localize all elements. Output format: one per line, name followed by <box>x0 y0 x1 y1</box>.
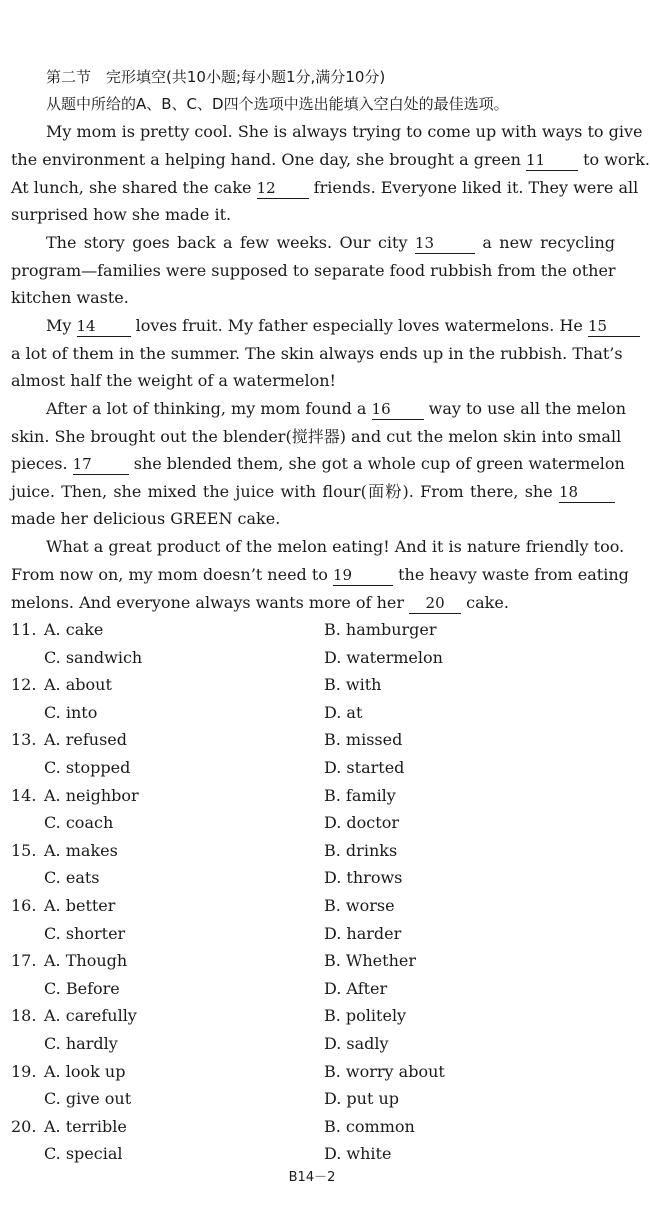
passage-text: loves fruit. My father especially loves watermelons. He <box>130 316 588 335</box>
passage-text: From now on, my mom doesn’t need to <box>11 565 334 584</box>
passage-line <box>11 506 615 532</box>
option-a[interactable]: A. Though <box>44 951 128 971</box>
blank-12[interactable]: 12 <box>257 179 309 199</box>
passage-line <box>11 147 650 173</box>
passage-line <box>11 202 615 228</box>
option-a[interactable]: A. refused <box>44 730 127 750</box>
passage-text: cake. <box>461 593 509 612</box>
question-number: 17. <box>11 951 37 971</box>
option-c[interactable]: C. shorter <box>44 923 126 943</box>
passage-text: a new recycling <box>474 233 616 252</box>
blank-19[interactable]: 19 <box>333 566 393 586</box>
passage-line <box>11 562 629 588</box>
option-b[interactable]: B. with <box>324 675 382 695</box>
option-a[interactable]: A. makes <box>44 840 118 860</box>
passage-text: After a lot of thinking, my mom found a <box>46 399 372 418</box>
passage-line <box>11 479 615 505</box>
passage-text: the heavy waste from eating <box>393 565 629 584</box>
option-c[interactable]: C. eats <box>44 868 100 888</box>
option-d[interactable]: D. After <box>324 978 388 998</box>
passage-text: almost half the weight of a watermelon! <box>11 371 336 390</box>
option-b[interactable]: B. drinks <box>324 840 398 860</box>
option-a[interactable]: A. cake <box>44 620 104 639</box>
option-c[interactable]: C. into <box>44 702 98 722</box>
passage-text: made her delicious GREEN cake. <box>11 509 281 528</box>
option-d[interactable]: D. watermelon <box>324 647 443 667</box>
passage-text: a lot of them in the summer. The skin always ends up in the rubbish. That’s <box>11 344 623 363</box>
passage-text: juice. Then, she mixed the juice with flour(面粉). From there, she <box>11 482 559 501</box>
question-number: 19. <box>11 1061 37 1081</box>
option-c[interactable]: C. hardly <box>44 1034 118 1053</box>
blank-18[interactable]: 18 <box>559 483 615 503</box>
passage-line <box>11 590 615 616</box>
passage-text: she blended them, she got a whole cup of green watermelon <box>128 454 625 473</box>
question-number: 11. <box>11 620 37 639</box>
passage-text: melons. And everyone always wants more of her <box>11 593 410 612</box>
passage-text: program—families were supposed to separate food rubbish from the other <box>11 261 616 280</box>
option-c[interactable]: C. give out <box>44 1089 132 1109</box>
option-b[interactable]: B. worry about <box>324 1061 445 1081</box>
option-a[interactable]: A. carefully <box>44 1006 137 1026</box>
blank-13[interactable]: 13 <box>415 234 475 254</box>
passage-text: My <box>46 316 77 335</box>
section-instruction: 从题中所给的A、B、C、D四个选项中选出能填入空白处的最佳选项。 <box>46 95 509 113</box>
option-d[interactable]: D. doctor <box>324 813 399 833</box>
option-d[interactable]: D. white <box>324 1144 392 1164</box>
option-c[interactable]: C. stopped <box>44 758 131 777</box>
passage-text: My mom is pretty cool. She is always trying to come up with ways to give <box>46 122 643 141</box>
blank-20[interactable]: 20 <box>409 594 461 614</box>
passage-text: skin. She brought out the blender(搅拌器) and cut the melon skin into small <box>11 427 622 446</box>
passage-line <box>46 534 625 560</box>
option-b[interactable]: B. politely <box>324 1006 407 1026</box>
option-d[interactable]: D. harder <box>324 923 402 943</box>
passage-text: to work. <box>577 150 650 169</box>
option-b[interactable]: B. common <box>324 1116 415 1136</box>
passage-text: friends. Everyone liked it. They were all <box>308 178 639 197</box>
option-a[interactable]: A. about <box>44 675 112 695</box>
passage-line <box>11 258 615 284</box>
passage-line <box>46 313 615 339</box>
passage-text: the environment a helping hand. One day, she brought a green <box>11 150 526 169</box>
passage-line <box>46 396 627 422</box>
passage-text: way to use all the melon <box>423 399 627 418</box>
passage-line <box>11 451 625 477</box>
option-a[interactable]: A. better <box>44 896 116 915</box>
option-b[interactable]: B. hamburger <box>324 620 437 639</box>
option-d[interactable]: D. started <box>324 758 405 777</box>
option-d[interactable]: D. throws <box>324 868 403 888</box>
blank-11[interactable]: 11 <box>526 151 578 171</box>
blank-15[interactable]: 15 <box>588 317 640 337</box>
passage-line <box>11 424 622 450</box>
passage-line <box>11 368 615 394</box>
question-number: 13. <box>11 730 37 750</box>
passage-text: surprised how she made it. <box>11 205 232 224</box>
passage-text: The story goes back a few weeks. Our city <box>46 233 415 252</box>
question-number: 16. <box>11 896 37 915</box>
page-footer: B14－2 <box>288 1170 336 1185</box>
option-d[interactable]: D. sadly <box>324 1034 389 1053</box>
option-b[interactable]: B. worse <box>324 896 395 915</box>
option-b[interactable]: B. family <box>324 785 396 805</box>
passage-text: pieces. <box>11 454 73 473</box>
option-c[interactable]: C. Before <box>44 978 120 998</box>
option-b[interactable]: B. Whether <box>324 951 416 971</box>
option-a[interactable]: A. neighbor <box>44 785 139 805</box>
question-number: 15. <box>11 840 37 860</box>
option-a[interactable]: A. look up <box>44 1061 126 1081</box>
option-c[interactable]: C. coach <box>44 813 114 833</box>
passage-line <box>46 119 643 145</box>
passage-text: At lunch, she shared the cake <box>11 178 257 197</box>
option-d[interactable]: D. at <box>324 702 363 722</box>
option-c[interactable]: C. sandwich <box>44 647 143 667</box>
passage-line <box>46 230 615 256</box>
question-number: 18. <box>11 1006 37 1026</box>
question-number: 14. <box>11 785 37 805</box>
blank-16[interactable]: 16 <box>372 400 424 420</box>
option-d[interactable]: D. put up <box>324 1089 400 1109</box>
blank-17[interactable]: 17 <box>73 455 129 475</box>
passage-line <box>11 285 615 311</box>
option-b[interactable]: B. missed <box>324 730 403 750</box>
option-c[interactable]: C. special <box>44 1144 123 1164</box>
passage-line <box>11 341 623 367</box>
passage-text: What a great product of the melon eating! And it is nature friendly too. <box>46 537 625 556</box>
question-number: 12. <box>11 675 37 695</box>
question-number: 20. <box>11 1116 37 1136</box>
passage-line <box>11 175 639 201</box>
section-heading: 第二节 完形填空(共10小题;每小题1分,满分10分) <box>46 68 386 86</box>
option-a[interactable]: A. terrible <box>44 1116 127 1136</box>
blank-14[interactable]: 14 <box>77 317 131 337</box>
passage-text: kitchen waste. <box>11 288 129 307</box>
